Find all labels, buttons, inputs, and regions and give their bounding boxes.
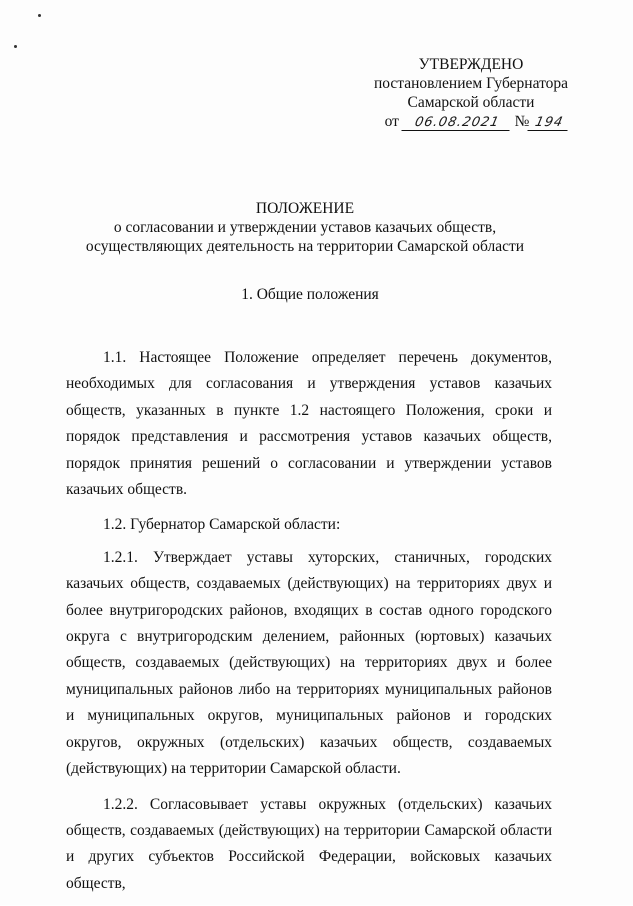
paragraph-1-1: 1.1. Настоящее Положение определяет перечень документов, необходимых для согласования и утверждения уставов казачьих обществ, указанных в пункте 1.2 настоящего Положения, сроки и порядок представления и рассмотрения уставов казачьих обществ, порядок принятия решений о согласовании и утверждении уставов казачьих обществ. (66, 349, 552, 499)
approval-line-1: постановлением Губернатора (373, 75, 569, 92)
scan-speck (38, 14, 41, 17)
approval-date-number-line (346, 112, 608, 131)
document-title: ПОЛОЖЕНИЕ (255, 200, 355, 217)
document-title-block (0, 199, 610, 256)
document-subtitle-line-1: о согласовании и утверждении уставов казачьих обществ, (113, 219, 497, 236)
handwritten-date: 06.08.2021 (401, 116, 512, 131)
approval-stamp-block (340, 55, 602, 131)
number-prefix: № (514, 113, 530, 130)
date-prefix: от (384, 113, 399, 130)
approval-line-2: Самарской области (407, 94, 535, 111)
document-body (66, 345, 552, 906)
scan-speck (14, 45, 17, 48)
paragraph-1-2-2: 1.2.2. Согласовывает уставы окружных (отдельских) казачьих обществ, создаваемых (действующих) на территории Самарской области и других субъектов Российской Федерации, войсковых казачьих обществ, (66, 795, 552, 892)
paragraph-1-2-1: 1.2.1. Утверждает уставы хуторских, станичных, городских казачьих обществ, создаваемых (действующих) на территориях двух и более внутригородских районов, входящих в состав одного городского округа с внутригородским делением, районных (юртовых) казачьих обществ, создаваемых (действующих) на территориях двух и более муниципальных районов либо на территориях муниципальных районов и муниципальных округов, муниципальных районов и городских округов, окружных (отдельских) казачьих обществ, создаваемых (действующих) на территории Самарской области. (66, 548, 552, 778)
handwritten-number: 194 (528, 116, 571, 131)
section-heading: 1. Общие положения (241, 286, 379, 303)
paragraph-1-2: 1.2. Губернатор Самарской области: (103, 516, 341, 534)
approval-heading: УТВЕРЖДЕНО (418, 56, 524, 73)
document-subtitle-line-2: осуществляющих деятельность на территории Самарской области (85, 238, 525, 255)
